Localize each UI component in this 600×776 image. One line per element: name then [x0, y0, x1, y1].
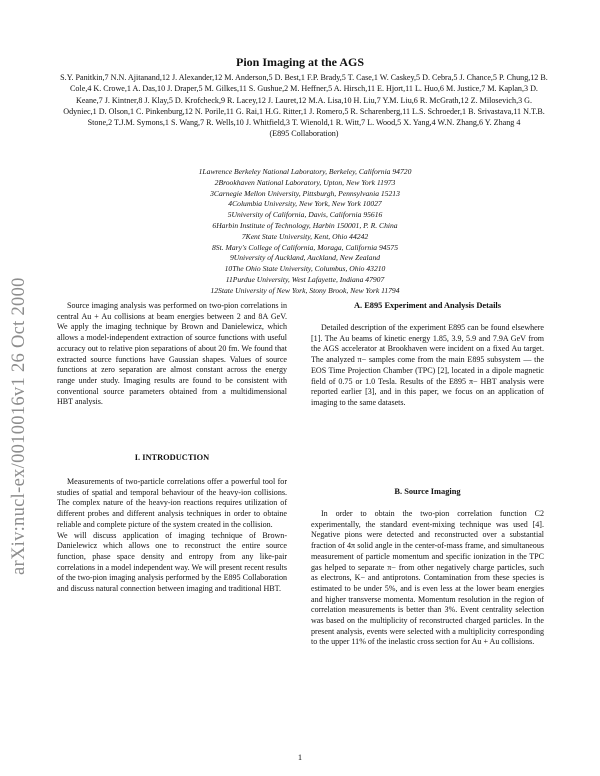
affiliation: 10The Ohio State University, Columbus, Ohio 43210 [224, 264, 386, 274]
paragraph: In order to obtain the two-pion correlation function C2 experimentally, the standard event-mixing technique was used [4]. Negative pions were detected and reconstructed over a substantial fraction of 4π solid angle in the center-of-mass frame, and simultaneous measurement of particle momentum and specific ionization in the TPC gas helped to separate π− from other negatively charge particles, such as electrons, K− and antiprotons. Contamination from these species is estimated to be under 5%, and is even less at the lower beam energies and higher transverse momenta. Momentum resolution in the region of correlation measurements is better than 3%. Event centrality selection was based on the multiplicity of reconstructed charged particles. In the present analysis, events were selected with a multiplicity corresponding to the upper 11% of the inelastic cross section for Au + Au collisions. [311, 509, 544, 647]
authors-text: S.Y. Panitkin,7 N.N. Ajitanand,12 J. Alexander,12 M. Anderson,5 D. Best,1 F.P. Brady,5 T. Case,1 W. Caskey,5 D. Cebra,5 J. Chance,5 P. Chung,12 B. Cole,4 K. Crowe,1 A. Das,10 J. Draper,5 M. Gilkes,11 S. Gushue,2 M. Heffner,5 A. Hirsch,11 E. Hjort,11 L. Huo,6 M. Justice,7 M. Kaplan,3 D. Keane,7 J. Kintner,8 J. Klay,5 D. Krofcheck,9 R. Lacey,12 J. Lauret,12 M.A. Lisa,10 H. Liu,7 Y.M. Liu,6 R. McGrath,12 Z. Milosevich,3 G. Odyniec,1 D. Olson,1 C. Pinkenburg,12 N. Porile,11 G. Rai,1 H.G. Ritter,1 J. Romero,5 R. Scharenberg,11 L.S. Schroeder,1 B. Srivastava,11 N.T.B. Stone,2 T.J.M. Symons,1 S. Wang,7 R. Wells,10 J. Whitfield,3 T. Wienold,1 R. Witt,7 L. Wood,5 X. Yang,4 W.N. Zhang,6 Y. Zhang 4 [60, 73, 548, 128]
affiliation: 4Columbia University, New York, New York 10027 [228, 199, 382, 209]
section-heading-introduction: I. INTRODUCTION [134, 453, 210, 462]
affiliation: 8St. Mary's College of California, Moraga, California 94575 [212, 242, 398, 252]
collaboration-name: (E895 Collaboration) [269, 129, 339, 139]
e895-body [311, 323, 544, 409]
introduction-body [57, 477, 287, 595]
section-heading-e895: A. E895 Experiment and Analysis Details [353, 301, 502, 310]
page-number: 1 [297, 752, 303, 762]
affiliation: 5University of California, Davis, California 95616 [227, 210, 383, 220]
affiliations [80, 167, 530, 297]
affiliation: 12State University of New York, Stony Brook, New York 11794 [210, 285, 400, 295]
abstract-text: Source imaging analysis was performed on two-pion correlations in central Au + Au collisions at beam energies between 2 and 8A GeV. We apply the imaging technique by Brown and Danielewicz, which allows a model-independent extraction of source functions with useful accuracy out to relative pion separations of about 20 fm. We found that extracted source functions have Gaussian shapes. Values of source functions at zero separation are almost constant across the energy range under study. Imaging results are found to be consistent with conventional source parameters obtained from a multidimensional HBT analysis. [57, 301, 287, 407]
paragraph: We will discuss application of imaging technique of Brown-Danielewicz which allows one to reconstruct the entire source function, phase space density and entropy from any like-pair correlations in a model independent way. We will present recent results of the two-pion imaging analysis performed by the E895 Collaboration and discuss natural connection between imaging and traditional HBT. [57, 530, 287, 594]
affiliation: 11Purdue University, West Lafayette, Indiana 47907 [225, 274, 385, 284]
affiliation: 9University of Auckland, Auckland, New Zealand [229, 253, 381, 263]
paragraph: Detailed description of the experiment E895 can be found elsewhere [1]. The Au beams of kinetic energy 1.85, 3.9, 5.9 and 7.9A GeV from the AGS accelerator at Brookhaven were incident on a fixed Au target. The analyzed π− samples come from the main E895 subsystem — the EOS Time Projection Chamber (TPC) [2], located in a dipole magnetic field of 0.75 or 1.0 Tesla. Results of the E895 π− HBT analysis were reported earlier [3], and in this paper, we focus on an application of imaging to the same datasets. [311, 323, 544, 407]
section-heading-source-imaging: B. Source Imaging [394, 487, 461, 496]
affiliation: 3Carnegie Mellon University, Pittsburgh, Pennsylvania 15213 [210, 188, 400, 198]
affiliation: 1Lawrence Berkeley National Laboratory, Berkeley, California 94720 [198, 167, 412, 176]
paragraph: Measurements of two-particle correlations offer a powerful tool for studies of spatial and temporal behaviour of the heavy-ion collisions. The complex nature of the heavy-ion reactions requires utilization of different probes and different analysis techniques in order to obtaine reliable and complete picture of the system created in the collision. [57, 477, 287, 529]
source-imaging-body [311, 509, 544, 648]
abstract [57, 301, 287, 408]
arxiv-identifier: arXiv:nucl-ex/0010016v1 26 Oct 2000 [9, 277, 29, 575]
affiliation: 2Brookhaven National Laboratory, Upton, New York 11973 [214, 177, 396, 187]
author-list [60, 72, 548, 140]
affiliation: 7Kent State University, Kent, Ohio 44242 [241, 231, 369, 241]
paper-title: Pion Imaging at the AGS [235, 55, 364, 69]
affiliation: 6Harbin Institute of Technology, Harbin 150001, P. R. China [212, 220, 398, 230]
